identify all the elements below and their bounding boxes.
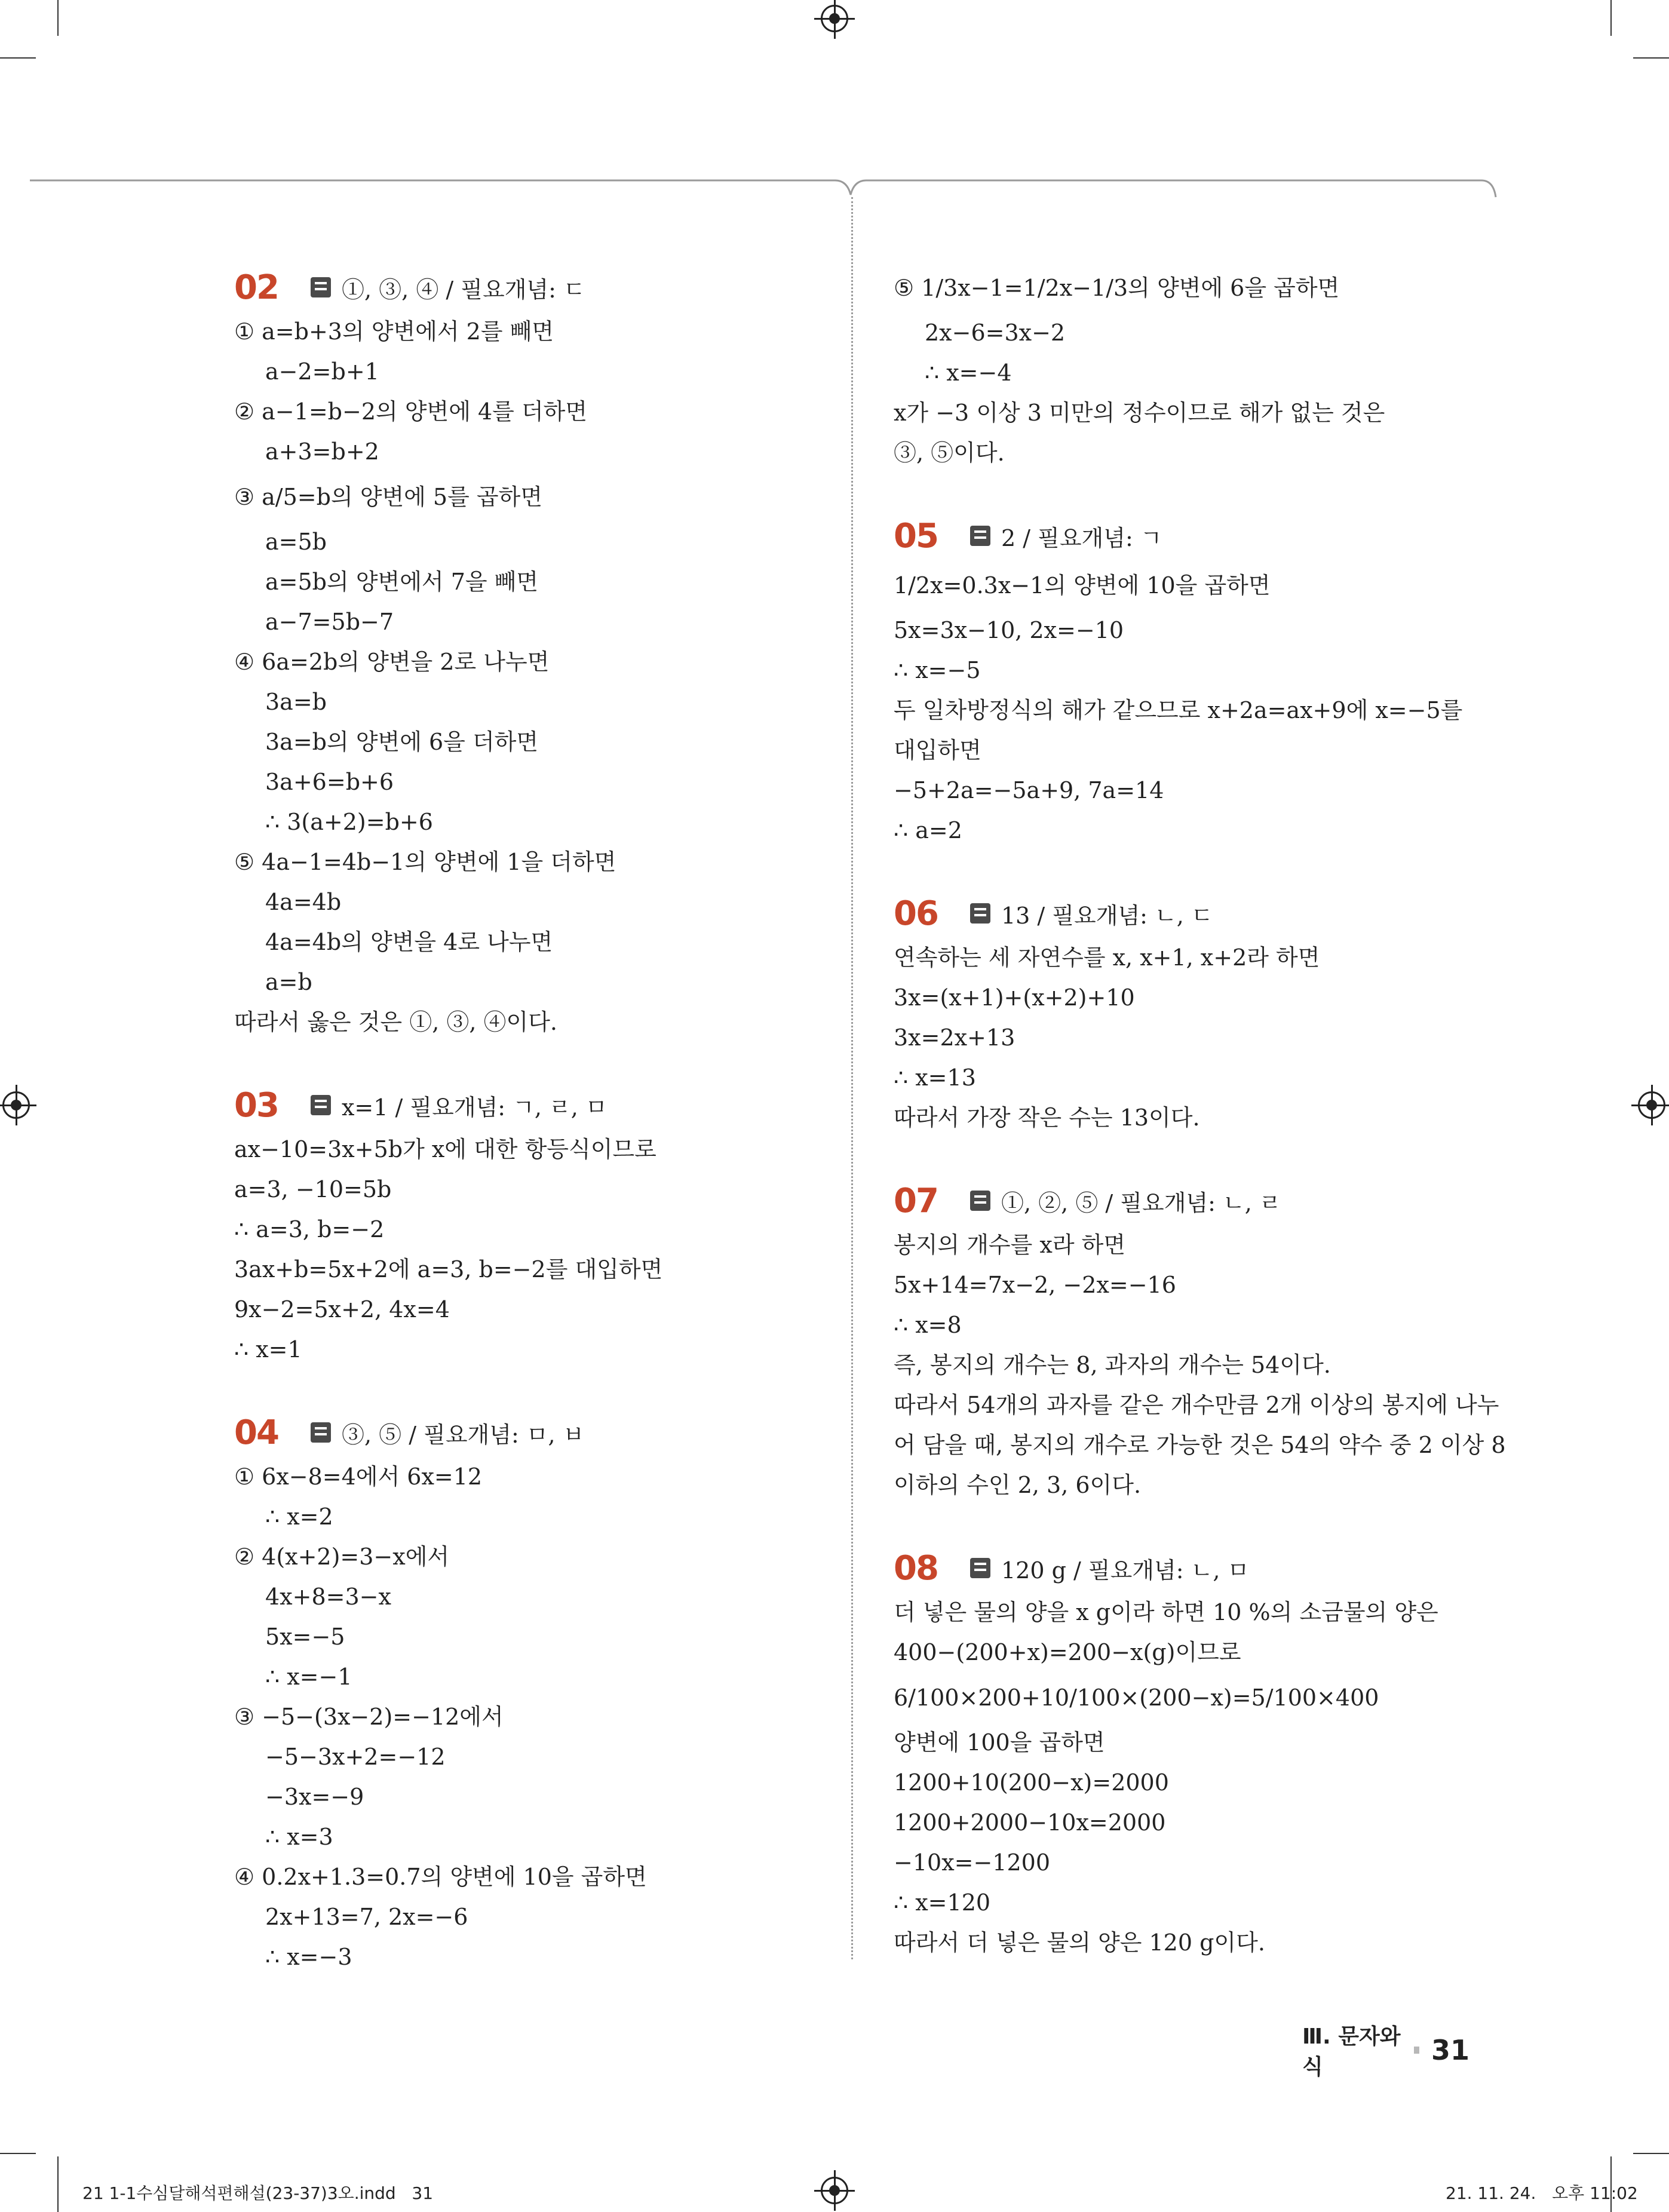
solution-line: ④ 6a=2b의 양변을 2로 나누면 (234, 649, 550, 675)
crop-mark-top-left-v (57, 0, 59, 36)
solution-line: 1200+10(200−x)=2000 (894, 1769, 1169, 1796)
answer-icon (970, 903, 990, 924)
solution-line: 3x=2x+13 (894, 1024, 1015, 1051)
solution-line: ∴ x=120 (894, 1889, 991, 1916)
solution-line: 5x=3x−10, 2x=−10 (894, 617, 1124, 643)
answer-icon (970, 526, 990, 546)
question-07-header (894, 1176, 1479, 1225)
solution-line: 4a=4b의 양변을 4로 나누면 (265, 929, 553, 955)
solution-line: ax−10=3x+5b가 x에 대한 항등식이므로 (234, 1136, 656, 1162)
solution-line: ∴ x=−3 (265, 1944, 352, 1970)
solution-line: 5x+14=7x−2, −2x=−16 (894, 1272, 1176, 1298)
solution-line: −5+2a=−5a+9, 7a=14 (894, 777, 1164, 803)
solution-line: ② 4(x+2)=3−x에서 (234, 1544, 450, 1570)
solution-line: −5−3x+2=−12 (265, 1744, 446, 1770)
page-number: 31 (1431, 2034, 1469, 2066)
solution-line: 양변에 100을 곱하면 (894, 1729, 1105, 1756)
solution-line: 3a+6=b+6 (265, 769, 394, 795)
solution-line: 따라서 더 넣은 물의 양은 120 g이다. (894, 1929, 1265, 1956)
solution-line: 400−(200+x)=200−x(g)이므로 (894, 1639, 1241, 1665)
right-column (894, 263, 1506, 1963)
solution-line: 3ax+b=5x+2에 a=3, b=−2를 대입하면 (234, 1256, 663, 1283)
question-04-header (234, 1408, 832, 1457)
registration-mark-bottom (821, 2177, 848, 2204)
solution-line: ∴ 3(a+2)=b+6 (265, 809, 433, 835)
question-number: 03 (234, 1085, 278, 1125)
question-number: 04 (234, 1413, 278, 1452)
solution-line: ② a−1=b−2의 양변에 4를 더하면 (234, 398, 588, 425)
solution-line: −10x=−1200 (894, 1849, 1051, 1876)
answer-text: ③, ⑤ / 필요개념: ㅁ, ㅂ (342, 1421, 585, 1448)
solution-line: ∴ x=−5 (894, 657, 981, 683)
solution-line: 2x+13=7, 2x=−6 (265, 1904, 468, 1930)
answer-icon (311, 1422, 331, 1443)
answer-icon (311, 1095, 331, 1115)
solution-line: 따라서 가장 작은 수는 13이다. (894, 1105, 1200, 1131)
crop-mark-bottom-left-v (57, 2156, 59, 2212)
solution-line: 어 담을 때, 봉지의 개수로 가능한 것은 54의 약수 중 2 이상 8 (894, 1432, 1506, 1458)
solution-line: 9x−2=5x+2, 4x=4 (234, 1296, 450, 1323)
solution-line: a=5b의 양변에서 7을 빼면 (265, 569, 539, 595)
answer-text: 2 / 필요개념: ㄱ (1001, 524, 1162, 551)
footer-bullet (1414, 2047, 1419, 2054)
answer-text: ①, ③, ④ / 필요개념: ㄷ (342, 276, 585, 303)
solution-line: 4x+8=3−x (265, 1584, 391, 1610)
question-number: 08 (894, 1548, 938, 1588)
solution-line: a=b (265, 969, 312, 995)
solution-line: a=5b (265, 529, 327, 555)
answer-icon (970, 1558, 990, 1578)
solution-line: 즉, 봉지의 개수는 8, 과자의 개수는 54이다. (894, 1352, 1331, 1378)
section-title: Ⅲ. 문자와 식 (1302, 2024, 1401, 2079)
solution-line: 따라서 54개의 과자를 같은 개수만큼 2개 이상의 봉지에 나누 (894, 1392, 1499, 1418)
left-column (234, 263, 832, 1977)
solution-line: a+3=b+2 (265, 438, 379, 465)
solution-line: a−2=b+1 (265, 358, 379, 385)
header-rule (0, 173, 1669, 209)
solution-line: ③ −5−(3x−2)=−12에서 (234, 1704, 504, 1730)
solution-line: ⑤ 4a−1=4b−1의 양변에 1을 더하면 (234, 849, 616, 875)
solution-line: 더 넣은 물의 양을 x g이라 하면 10 %의 소금물의 양은 (894, 1599, 1438, 1625)
solution-line: ∴ a=2 (894, 817, 962, 843)
solution-line: ∴ x=3 (265, 1824, 333, 1850)
print-slug-file: 21 1-1수심달해석편해설(23-37)3오.indd 31 (82, 2183, 434, 2203)
solution-line: 6/100×200+10/100×(200−x)=5/100×400 (894, 1685, 1379, 1711)
answer-text: x=1 / 필요개념: ㄱ, ㄹ, ㅁ (342, 1094, 608, 1121)
solution-line: ④ 0.2x+1.3=0.7의 양변에 10을 곱하면 (234, 1864, 647, 1890)
solution-line: 1200+2000−10x=2000 (894, 1809, 1166, 1836)
answer-text: ①, ②, ⑤ / 필요개념: ㄴ, ㄹ (1001, 1189, 1281, 1216)
solution-line: 4a=4b (265, 889, 342, 915)
answer-icon (311, 277, 331, 297)
question-number: 02 (234, 268, 278, 307)
page-footer (1302, 2024, 1469, 2079)
question-number: 06 (894, 894, 938, 933)
registration-mark-top (821, 5, 848, 32)
answer-text: 120 g / 필요개념: ㄴ, ㅁ (1001, 1557, 1250, 1584)
answer-text: 13 / 필요개념: ㄴ, ㄷ (1001, 902, 1213, 929)
registration-mark-right (1638, 1091, 1665, 1119)
print-slug-datetime: 21. 11. 24. 오후 11:02 (1446, 2183, 1638, 2203)
solution-line: ⑤ 1/3x−1=1/2x−1/3의 양변에 6을 곱하면 (894, 275, 1340, 301)
question-02-header (234, 263, 832, 312)
solution-line: ① a=b+3의 양변에서 2를 빼면 (234, 318, 554, 345)
solution-line: x가 −3 이상 3 미만의 정수이므로 해가 없는 것은 (894, 400, 1385, 426)
registration-mark-left (2, 1091, 30, 1119)
solution-line: 따라서 옳은 것은 ①, ③, ④이다. (234, 1009, 558, 1035)
solution-line: −3x=−9 (265, 1784, 364, 1810)
solution-line: 1/2x=0.3x−1의 양변에 10을 곱하면 (894, 572, 1271, 599)
solution-line: ∴ x=2 (265, 1504, 333, 1530)
solution-line: a=3, −10=5b (234, 1176, 392, 1202)
question-number: 05 (894, 516, 938, 556)
crop-mark-top-left-h (0, 57, 36, 59)
crop-mark-bottom-right-h (1633, 2153, 1669, 2154)
solution-line: ∴ x=−1 (265, 1664, 352, 1690)
solution-line: 3x=(x+1)+(x+2)+10 (894, 984, 1135, 1011)
question-08-header (894, 1544, 1479, 1593)
solution-line: 3a=b (265, 689, 327, 715)
crop-mark-bottom-left-h (0, 2153, 36, 2154)
solution-line: ③ a/5=b의 양변에 5를 곱하면 (234, 484, 543, 510)
solution-line: 3a=b의 양변에 6을 더하면 (265, 729, 539, 755)
solution-line: 두 일차방정식의 해가 같으므로 x+2a=ax+9에 x=−5를 (894, 697, 1463, 723)
solution-line: ∴ a=3, b=−2 (234, 1216, 385, 1242)
solution-line: ③, ⑤이다. (894, 440, 1005, 466)
solution-line: a−7=5b−7 (265, 609, 394, 635)
column-divider (851, 197, 853, 1959)
question-03-header (234, 1081, 832, 1130)
solution-line: 연속하는 세 자연수를 x, x+1, x+2라 하면 (894, 944, 1320, 971)
crop-mark-top-right-v (1610, 0, 1612, 36)
crop-mark-top-right-h (1633, 57, 1669, 59)
solution-line: ① 6x−8=4에서 6x=12 (234, 1464, 483, 1490)
question-06-header (894, 889, 1479, 938)
solution-line: 5x=−5 (265, 1624, 345, 1650)
solution-line: 이하의 수인 2, 3, 6이다. (894, 1472, 1142, 1498)
solution-line: ∴ x=−4 (925, 360, 1012, 386)
solution-line: ∴ x=8 (894, 1312, 962, 1338)
question-05-header (894, 511, 1479, 560)
answer-icon (970, 1191, 990, 1211)
solution-line: 2x−6=3x−2 (925, 320, 1066, 346)
solution-line: ∴ x=13 (894, 1064, 976, 1091)
solution-line: 대입하면 (894, 737, 981, 763)
question-number: 07 (894, 1181, 938, 1220)
solution-line: 봉지의 개수를 x라 하면 (894, 1232, 1126, 1258)
solution-line: ∴ x=1 (234, 1336, 302, 1363)
